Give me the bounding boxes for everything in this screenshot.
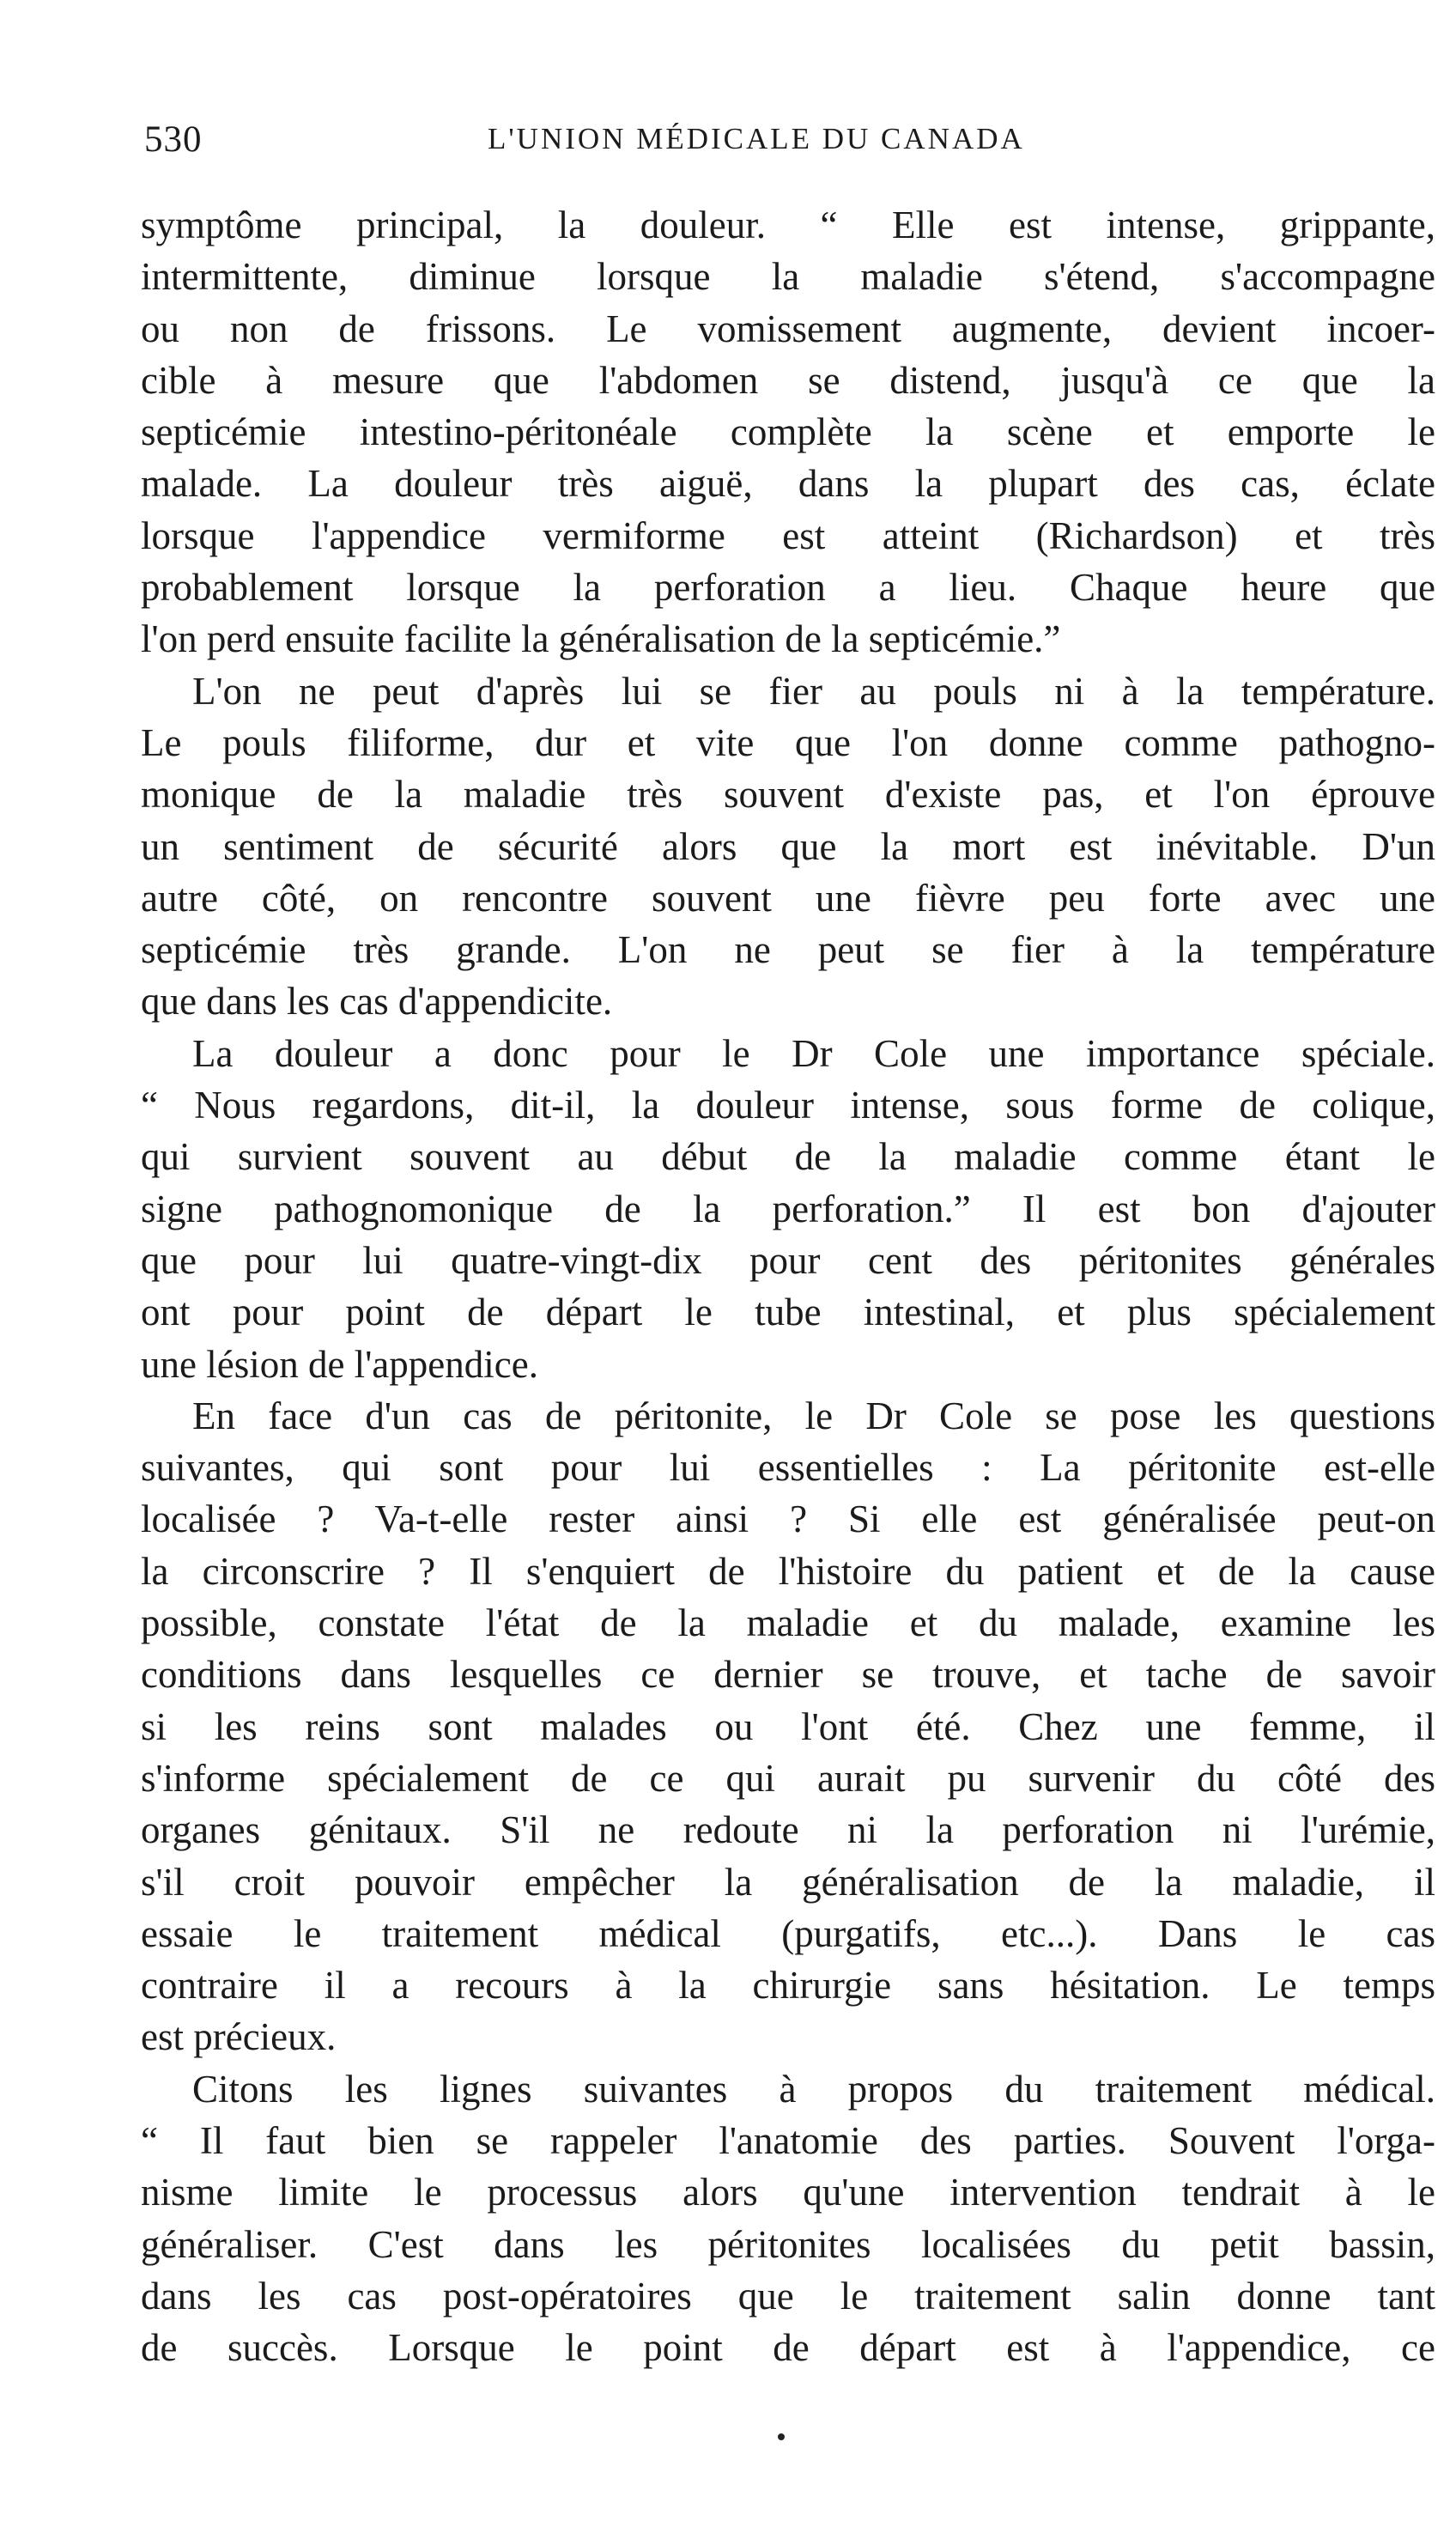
text-line: lorsque l'appendice vermiforme est atteint (Richardson) et très bbox=[141, 513, 1435, 557]
paragraph bbox=[141, 1390, 1435, 2063]
text-line: contraire il a recours à la chirurgie sans hésitation. Le temps bbox=[141, 1964, 1435, 2008]
text-line: septicémie intestino-péritonéale complète la scène et emporte le bbox=[141, 410, 1435, 454]
paragraph bbox=[141, 2063, 1435, 2374]
text-line: organes génitaux. S'il ne redoute ni la perforation ni l'urémie, bbox=[141, 1808, 1435, 1852]
text-line: que pour lui quatre-vingt-dix pour cent des péritonites générales bbox=[141, 1238, 1435, 1282]
text-line: La douleur a donc pour le Dr Cole une importance spéciale. bbox=[192, 1031, 1435, 1075]
text-line: généraliser. C'est dans les péritonites localisées du petit bassin, bbox=[141, 2222, 1435, 2266]
text-line: symptôme principal, la douleur. “ Elle est intense, grippante, bbox=[141, 204, 1435, 246]
running-head: L'UNION MÉDICALE DU CANADA bbox=[488, 122, 1025, 155]
text-line: malade. La douleur très aiguë, dans la plupart des cas, éclate bbox=[141, 462, 1435, 506]
text-line: conditions dans lesquelles ce dernier se trouve, et tache de savoir bbox=[141, 1653, 1435, 1697]
paragraph bbox=[141, 1028, 1435, 1390]
page-number: 530 bbox=[144, 119, 203, 160]
text-line: probablement lorsque la perforation a lieu. Chaque heure que bbox=[141, 566, 1435, 610]
paragraph bbox=[141, 665, 1435, 1028]
text-line: dans les cas post-opératoires que le traitement salin donne tant bbox=[141, 2274, 1435, 2317]
text-line: une lésion de l'appendice. bbox=[141, 1342, 538, 1386]
text-line: cible à mesure que l'abdomen se distend, jusqu'à ce que la bbox=[141, 358, 1435, 402]
text-line: monique de la maladie très souvent d'existe pas, et l'on éprouve bbox=[141, 773, 1435, 817]
paragraph bbox=[141, 199, 1435, 665]
body-text bbox=[141, 199, 1435, 2373]
page-header bbox=[144, 118, 1449, 170]
text-line: la circonscrire ? Il s'enquiert de l'histoire du patient et de la cause bbox=[141, 1549, 1435, 1593]
text-line: Citons les lignes suivantes à propos du traitement médical. bbox=[192, 2067, 1435, 2111]
text-line: ont pour point de départ le tube intestinal, et plus spécialement bbox=[141, 1291, 1435, 1334]
text-line: un sentiment de sécurité alors que la mort est inévitable. D'un bbox=[141, 824, 1435, 868]
text-line: l'on perd ensuite facilite la généralisation de la septicémie.” bbox=[141, 617, 1061, 661]
text-line: septicémie très grande. L'on ne peut se fier à la température bbox=[141, 928, 1435, 972]
text-line: si les reins sont malades ou l'ont été. Chez une femme, il bbox=[141, 1704, 1435, 1748]
text-line: de succès. Lorsque le point de départ est à l'appendice, ce bbox=[141, 2326, 1435, 2370]
text-line: qui survient souvent au début de la maladie comme étant le bbox=[141, 1135, 1435, 1179]
text-line: essaie le traitement médical (purgatifs, etc...). Dans le cas bbox=[141, 1911, 1435, 1955]
text-line: que dans les cas d'appendicite. bbox=[141, 980, 613, 1024]
text-line: localisée ? Va-t-elle rester ainsi ? Si elle est généralisée peut-on bbox=[141, 1497, 1435, 1541]
text-line: ou non de frissons. Le vomissement augmente, devient incoer- bbox=[141, 307, 1435, 350]
text-line: intermittente, diminue lorsque la maladie s'étend, s'accompagne bbox=[141, 255, 1435, 299]
text-line: suivantes, qui sont pour lui essentielles : La péritonite est-elle bbox=[141, 1446, 1435, 1490]
text-line: s'il croit pouvoir empêcher la généralisation de la maladie, il bbox=[141, 1860, 1435, 1904]
text-line: “ Nous regardons, dit-il, la douleur intense, sous forme de colique, bbox=[141, 1084, 1435, 1127]
text-line: possible, constate l'état de la maladie et du malade, examine les bbox=[141, 1601, 1435, 1645]
text-line: est précieux. bbox=[141, 2015, 337, 2059]
text-line: Le pouls filiforme, dur et vite que l'on donne comme pathogno- bbox=[141, 720, 1435, 764]
text-line: nisme limite le processus alors qu'une intervention tendrait à le bbox=[141, 2171, 1435, 2214]
text-line: autre côté, on rencontre souvent une fièvre peu forte avec une bbox=[141, 876, 1435, 920]
text-line: L'on ne peut d'après lui se fier au pouls ni à la température. bbox=[192, 669, 1435, 713]
text-line: s'informe spécialement de ce qui aurait pu survenir du côté des bbox=[141, 1756, 1435, 1800]
text-line: En face d'un cas de péritonite, le Dr Cole se pose les questions bbox=[192, 1394, 1435, 1437]
text-line: “ Il faut bien se rappeler l'anatomie des parties. Souvent l'orga- bbox=[141, 2118, 1435, 2162]
text-line: signe pathognomonique de la perforation.” Il est bon d'ajouter bbox=[141, 1187, 1435, 1230]
print-speck bbox=[778, 2433, 785, 2440]
